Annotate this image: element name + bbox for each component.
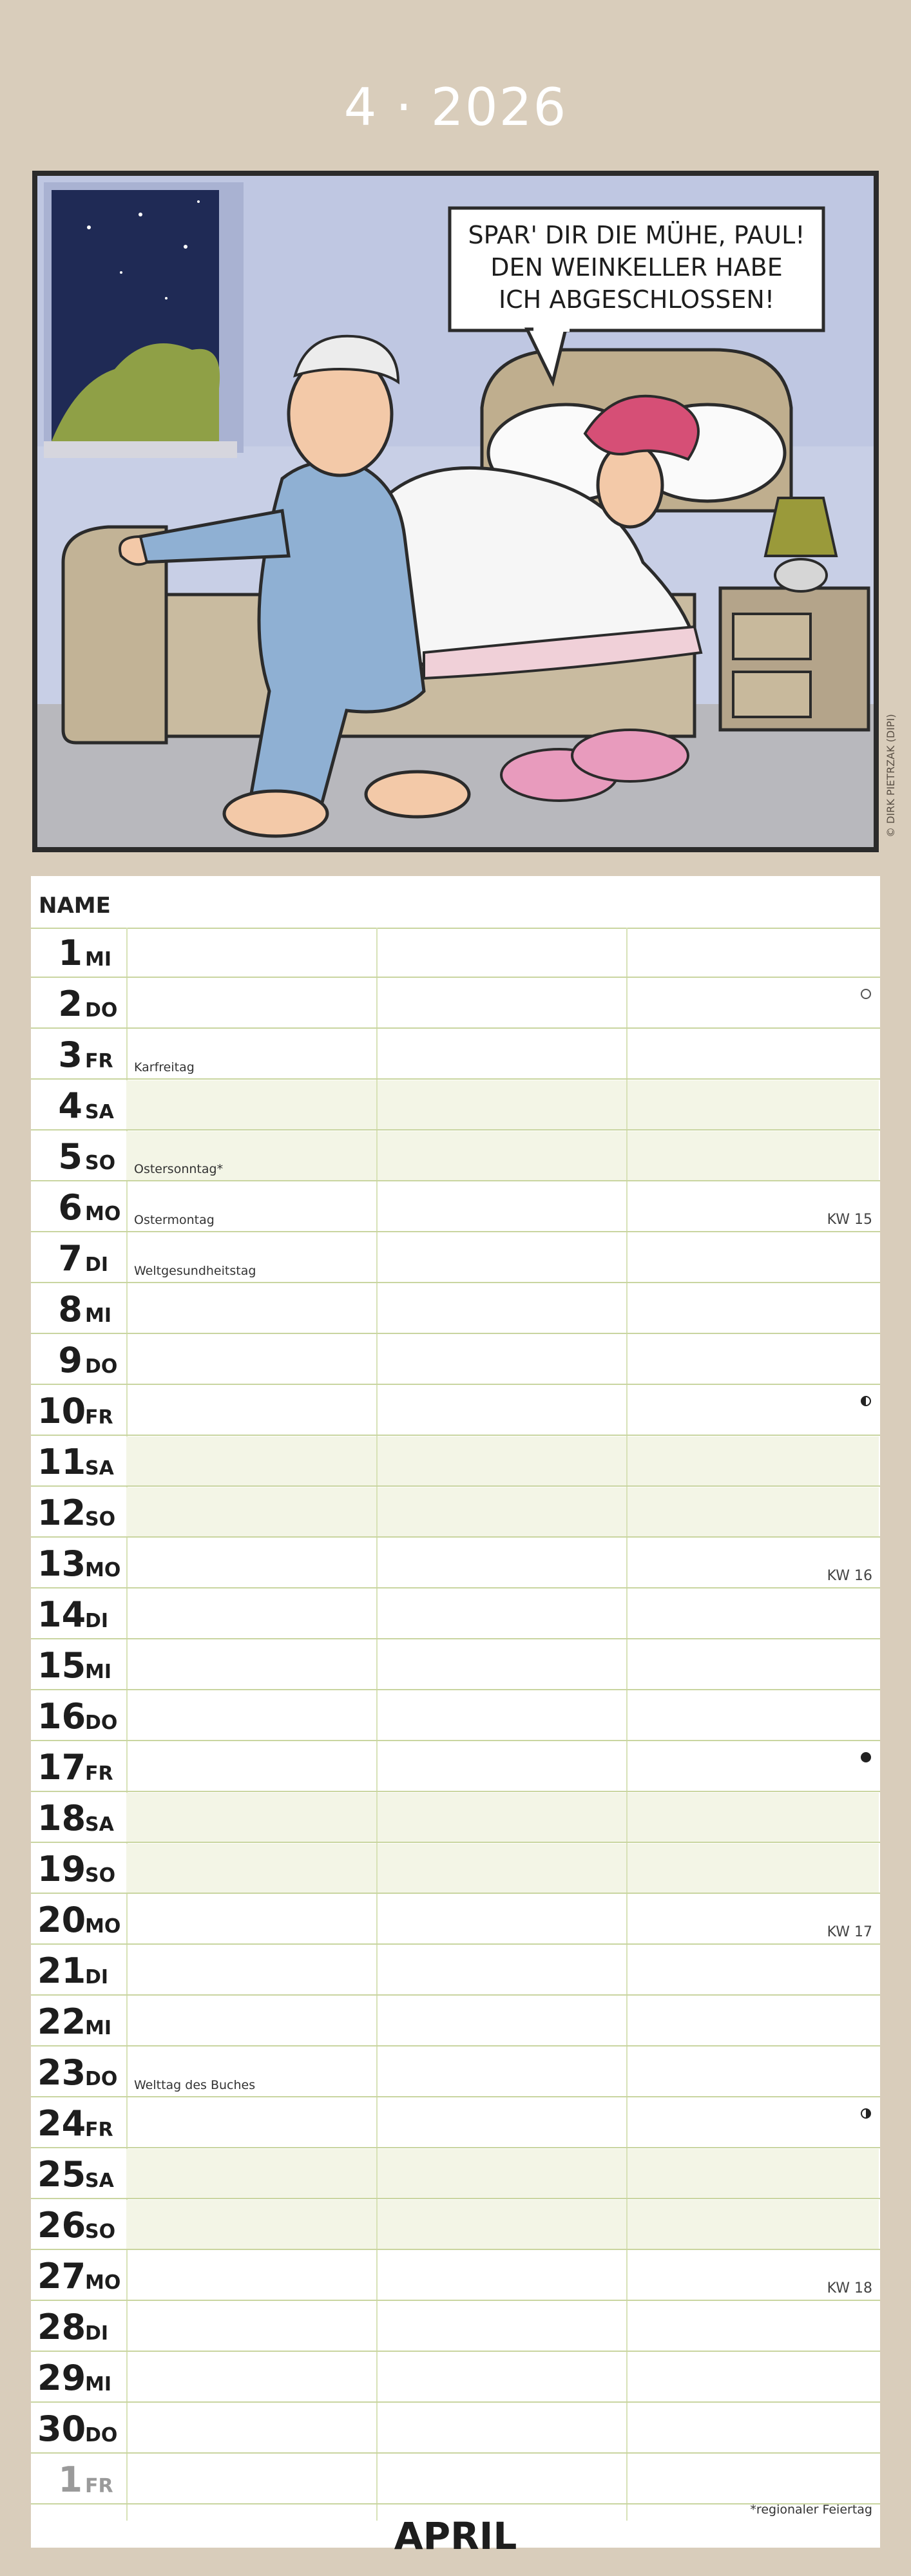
- planner-footer: [31, 2503, 880, 2558]
- entry-cell[interactable]: [628, 1844, 879, 1893]
- day-row: [31, 2200, 880, 2250]
- entry-cell[interactable]: [628, 2302, 879, 2351]
- entry-cell[interactable]: [126, 1945, 376, 1994]
- day-number: 30: [37, 2409, 86, 2449]
- day-number: 28: [37, 2307, 86, 2347]
- entry-cell[interactable]: [126, 1436, 376, 1485]
- day-row: [31, 1335, 880, 1385]
- calendar-week-label: KW 15: [827, 1212, 872, 1228]
- entry-cell[interactable]: [126, 1742, 376, 1791]
- entry-cell[interactable]: [628, 2200, 879, 2249]
- holiday-label: Weltgesundheitstag: [134, 1264, 256, 1278]
- entry-cell[interactable]: [126, 1793, 376, 1842]
- weekday-abbrev: DO: [85, 1712, 118, 1734]
- day-row: [31, 2098, 880, 2148]
- speech-line-1: SPAR' DIR DIE MÜHE, PAUL!: [468, 221, 805, 249]
- weekday-abbrev: MI: [85, 2373, 112, 2396]
- weekday-abbrev: FR: [85, 1406, 113, 1429]
- entry-cell[interactable]: [378, 1844, 626, 1893]
- entry-cell[interactable]: [126, 1844, 376, 1893]
- day-number: 29: [37, 2358, 86, 2398]
- day-row: [31, 928, 880, 978]
- month-name: APRIL: [394, 2514, 517, 2558]
- day-number: 25: [37, 2154, 86, 2195]
- entry-cell[interactable]: [126, 2200, 376, 2249]
- cartoon-svg: [37, 176, 874, 847]
- entry-cell[interactable]: [378, 1640, 626, 1689]
- entry-cell[interactable]: [378, 1182, 626, 1231]
- day-row: [31, 1182, 880, 1232]
- weekday-abbrev: MI: [85, 1304, 112, 1327]
- moon-phase-full-icon: [861, 1752, 871, 1762]
- entry-cell[interactable]: [378, 928, 626, 977]
- weekday-abbrev: MO: [85, 1203, 121, 1225]
- weekday-abbrev: DO: [85, 2068, 118, 2090]
- entry-cell[interactable]: [378, 1538, 626, 1587]
- entry-cell[interactable]: [628, 1487, 879, 1536]
- day-row: [31, 1386, 880, 1436]
- entry-cell[interactable]: [628, 1742, 879, 1791]
- weekday-abbrev: DI: [85, 2322, 109, 2345]
- weekday-abbrev: DI: [85, 1966, 109, 1989]
- holiday-label: Ostersonntag*: [134, 1162, 224, 1176]
- entry-cell[interactable]: [628, 1691, 879, 1740]
- name-header-row: [31, 876, 880, 929]
- day-row: [31, 2302, 880, 2352]
- day-row: [31, 1131, 880, 1181]
- entry-cell[interactable]: [126, 1640, 376, 1689]
- day-number: 22: [37, 2001, 86, 2042]
- entry-cell[interactable]: [628, 1335, 879, 1384]
- entry-cell[interactable]: [378, 1029, 626, 1078]
- day-row: [31, 1691, 880, 1741]
- entry-cell[interactable]: [126, 2149, 376, 2198]
- entry-cell[interactable]: [126, 1386, 376, 1435]
- entry-cell[interactable]: [378, 1996, 626, 2045]
- day-number: 3: [58, 1035, 82, 1075]
- day-number: 21: [37, 1951, 86, 1991]
- entry-cell[interactable]: [628, 2403, 879, 2452]
- weekday-abbrev: MI: [85, 2017, 112, 2039]
- day-number: 11: [37, 1442, 86, 1482]
- weekday-abbrev: SA: [85, 2170, 114, 2192]
- entry-cell[interactable]: [126, 978, 376, 1027]
- name-label: NAME: [39, 893, 111, 919]
- day-row: [31, 2352, 880, 2403]
- day-number: 20: [37, 1900, 86, 1940]
- family-planner: [31, 876, 880, 2558]
- day-row: [31, 978, 880, 1029]
- weekday-abbrev: SA: [85, 1457, 114, 1480]
- entry-cell[interactable]: [378, 2454, 626, 2503]
- entry-cell[interactable]: [628, 2352, 879, 2401]
- footnote: *regionaler Feiertag: [750, 2503, 872, 2517]
- day-row: [31, 1996, 880, 2046]
- day-number: 12: [37, 1493, 86, 1533]
- day-number: 2: [58, 984, 82, 1024]
- day-number: 19: [37, 1849, 86, 1889]
- day-row: [31, 1080, 880, 1131]
- entry-cell[interactable]: [378, 2352, 626, 2401]
- moon-phase-new-icon: [861, 989, 871, 999]
- weekday-abbrev: FR: [85, 1050, 113, 1073]
- weekday-abbrev: DI: [85, 1610, 109, 1632]
- entry-cell[interactable]: [126, 2098, 376, 2147]
- entry-cell[interactable]: [126, 928, 376, 977]
- weekday-abbrev: MI: [85, 1661, 112, 1683]
- entry-cell[interactable]: [628, 978, 879, 1027]
- entry-cell[interactable]: [628, 1589, 879, 1638]
- entry-cell[interactable]: [126, 1080, 376, 1129]
- cartoon-illustration: [32, 171, 879, 852]
- entry-cell[interactable]: [378, 2149, 626, 2198]
- entry-cell[interactable]: [378, 1131, 626, 1180]
- entry-cell[interactable]: [628, 2454, 879, 2503]
- day-row: [31, 1793, 880, 1843]
- day-number: 18: [37, 1798, 86, 1838]
- day-row: [31, 1945, 880, 1996]
- entry-cell[interactable]: [628, 928, 879, 977]
- entry-cell[interactable]: [378, 1487, 626, 1536]
- entry-cell[interactable]: [628, 1436, 879, 1485]
- day-number: 23: [37, 2052, 86, 2093]
- day-number: 27: [37, 2256, 86, 2296]
- day-row: [31, 2454, 880, 2504]
- entry-cell[interactable]: [378, 1793, 626, 1842]
- month-year-title: 4 · 2026: [343, 77, 568, 137]
- holiday-label: Karfreitag: [134, 1060, 195, 1074]
- entry-cell[interactable]: [126, 1538, 376, 1587]
- entry-cell[interactable]: [628, 1284, 879, 1333]
- entry-cell[interactable]: [378, 2200, 626, 2249]
- day-number: 6: [58, 1187, 82, 1228]
- entry-cell[interactable]: [378, 1691, 626, 1740]
- day-number: 7: [58, 1238, 82, 1279]
- entry-cell[interactable]: [378, 978, 626, 1027]
- day-row: [31, 2251, 880, 2301]
- entry-cell[interactable]: [378, 1894, 626, 1943]
- day-number: 4: [58, 1085, 82, 1126]
- entry-cell[interactable]: [126, 2352, 376, 2401]
- entry-cell[interactable]: [378, 1436, 626, 1485]
- entry-cell[interactable]: [378, 1589, 626, 1638]
- day-row: [31, 1742, 880, 1792]
- weekday-abbrev: DO: [85, 999, 118, 1022]
- weekday-abbrev: MO: [85, 1915, 121, 1938]
- day-number: 13: [37, 1543, 86, 1584]
- day-row: [31, 1640, 880, 1690]
- day-number: 10: [37, 1391, 86, 1431]
- entry-cell[interactable]: [628, 2149, 879, 2198]
- day-row: [31, 1894, 880, 1945]
- weekday-abbrev: MO: [85, 2271, 121, 2294]
- day-number: 26: [37, 2205, 86, 2246]
- entry-cell[interactable]: [378, 1386, 626, 1435]
- entry-cell[interactable]: [378, 1742, 626, 1791]
- weekday-abbrev: SO: [85, 1152, 116, 1174]
- entry-cell[interactable]: [378, 2047, 626, 2096]
- day-number: 1: [58, 2459, 82, 2500]
- day-number: 9: [58, 1340, 82, 1380]
- calendar-week-label: KW 17: [827, 1924, 872, 1940]
- day-row: [31, 1233, 880, 1283]
- day-number: 8: [58, 1289, 82, 1330]
- moon-phase-first-icon: [861, 2108, 871, 2119]
- entry-cell[interactable]: [126, 1284, 376, 1333]
- weekday-abbrev: SO: [85, 1508, 116, 1531]
- entry-cell[interactable]: [378, 1080, 626, 1129]
- day-number: 17: [37, 1747, 86, 1788]
- entry-cell[interactable]: [126, 1335, 376, 1384]
- day-row: [31, 2149, 880, 2199]
- holiday-label: Ostermontag: [134, 1213, 215, 1227]
- day-number: 24: [37, 2103, 86, 2144]
- day-number: 1: [58, 933, 82, 973]
- entry-cell[interactable]: [628, 1233, 879, 1282]
- entry-cell[interactable]: [126, 2251, 376, 2300]
- day-number: 15: [37, 1645, 86, 1686]
- day-number: 14: [37, 1594, 86, 1635]
- entry-cell[interactable]: [628, 2047, 879, 2096]
- entry-cell[interactable]: [378, 1284, 626, 1333]
- entry-cell[interactable]: [628, 1996, 879, 2045]
- day-row: [31, 2403, 880, 2454]
- entry-cell[interactable]: [378, 2302, 626, 2351]
- weekday-abbrev: SO: [85, 2220, 116, 2243]
- day-number: 16: [37, 1696, 86, 1737]
- entry-cell[interactable]: [378, 2251, 626, 2300]
- cartoon-credit: © DIRK PIETRZAK (DIPI): [885, 714, 897, 837]
- day-row: [31, 1284, 880, 1334]
- weekday-abbrev: FR: [85, 2119, 113, 2141]
- entry-cell[interactable]: [628, 1080, 879, 1129]
- weekday-abbrev: DO: [85, 1355, 118, 1378]
- entry-cell[interactable]: [378, 2403, 626, 2452]
- day-row: [31, 1436, 880, 1487]
- entry-cell[interactable]: [126, 1996, 376, 2045]
- speech-line-2: DEN WEINKELLER HABE: [490, 253, 783, 281]
- weekday-abbrev: MO: [85, 1559, 121, 1581]
- entry-cell[interactable]: [628, 2098, 879, 2147]
- entry-cell[interactable]: [378, 1945, 626, 1994]
- day-row: [31, 1844, 880, 1894]
- weekday-abbrev: SA: [85, 1101, 114, 1123]
- speech-line-3: ICH ABGESCHLOSSEN!: [498, 285, 775, 314]
- entry-cell[interactable]: [126, 2302, 376, 2351]
- holiday-label: Welttag des Buches: [134, 2078, 256, 2092]
- weekday-abbrev: DI: [85, 1254, 109, 1276]
- calendar-week-label: KW 18: [827, 2280, 872, 2296]
- day-row: [31, 1487, 880, 1538]
- calendar-week-label: KW 16: [827, 1568, 872, 1584]
- entry-cell[interactable]: [126, 2454, 376, 2503]
- entry-cell[interactable]: [378, 1233, 626, 1282]
- entry-cell[interactable]: [126, 1894, 376, 1943]
- entry-cell[interactable]: [628, 1029, 879, 1078]
- weekday-abbrev: SO: [85, 1864, 116, 1887]
- entry-cell[interactable]: [126, 2403, 376, 2452]
- weekday-abbrev: FR: [85, 2475, 113, 2497]
- day-row: [31, 2047, 880, 2097]
- day-row: [31, 1589, 880, 1639]
- entry-cell[interactable]: [628, 1386, 879, 1435]
- entry-cell[interactable]: [628, 1945, 879, 1994]
- entry-cell[interactable]: [378, 2098, 626, 2147]
- moon-phase-last-icon: [861, 1396, 871, 1406]
- entry-cell[interactable]: [628, 1131, 879, 1180]
- entry-cell[interactable]: [378, 1335, 626, 1384]
- day-number: 5: [58, 1136, 82, 1177]
- entry-cell[interactable]: [628, 1640, 879, 1689]
- weekday-abbrev: DO: [85, 2424, 118, 2447]
- entry-cell[interactable]: [126, 1691, 376, 1740]
- entry-cell[interactable]: [126, 1589, 376, 1638]
- entry-cell[interactable]: [628, 1793, 879, 1842]
- weekday-abbrev: FR: [85, 1762, 113, 1785]
- entry-cell[interactable]: [126, 1487, 376, 1536]
- day-row: [31, 1029, 880, 1080]
- day-row: [31, 1538, 880, 1589]
- weekday-abbrev: SA: [85, 1813, 114, 1836]
- weekday-abbrev: MI: [85, 948, 112, 971]
